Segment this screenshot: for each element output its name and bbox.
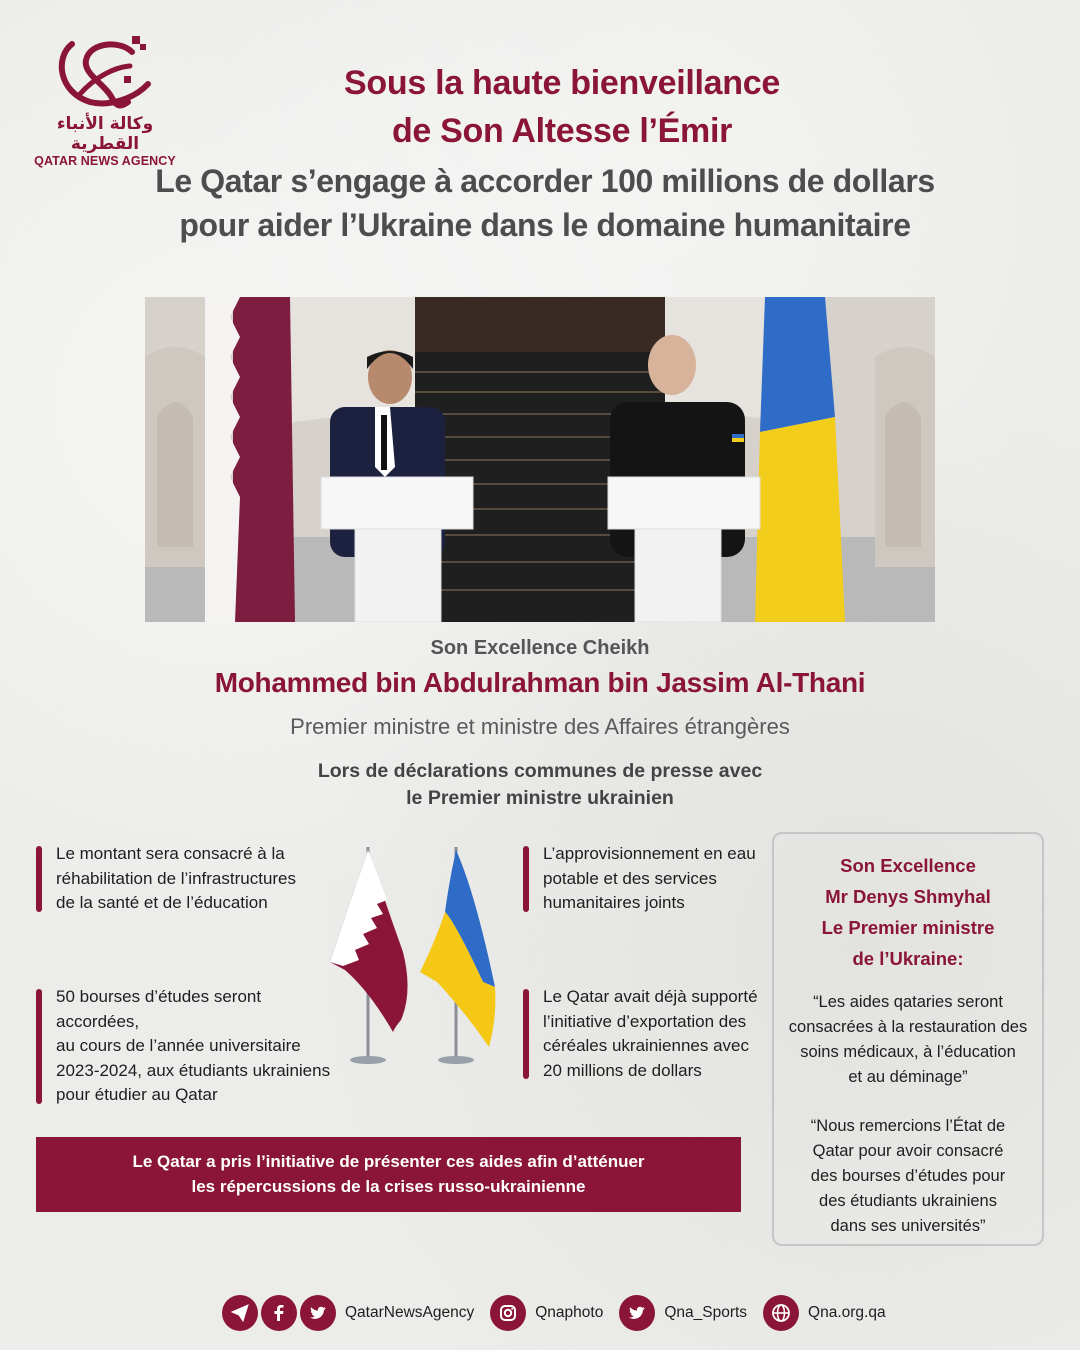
headline-line-2: pour aider l’Ukraine dans le domaine humanitaire	[179, 207, 911, 243]
desk-flags-illustration	[325, 842, 505, 1072]
instagram-icon[interactable]	[490, 1295, 526, 1331]
social-label-qna-sports[interactable]: Qna_Sports	[664, 1304, 748, 1321]
bullet-item: L’approvisionnement en eau potable et des services humanitaires joints	[523, 842, 773, 916]
brand-arabic-name: وكالة الأنباء القطرية	[56, 114, 154, 154]
initiative-banner: Le Qatar a pris l’initiative de présenter ces aides afin d’atténuer les répercussions de la crises russo-ukrainienne	[36, 1137, 741, 1212]
shmyhal-quote-box	[772, 832, 1044, 1246]
qatar-flag-icon	[330, 847, 408, 1064]
bullet-bar	[36, 989, 42, 1104]
speaker-name: Mohammed bin Abdulrahman bin Jassim Al-Thani	[214, 667, 866, 698]
bullet-bar	[523, 989, 529, 1079]
social-label-qatarnewsagency[interactable]: QatarNewsAgency	[345, 1304, 475, 1321]
headline-line-1: Le Qatar s’engage à accorder 100 millions de dollars	[155, 163, 935, 199]
bullet-item: Le montant sera consacré à la réhabilitation de l’infrastructures de la santé et de l’éducation	[36, 842, 326, 916]
facebook-icon[interactable]	[261, 1295, 297, 1331]
telegram-icon[interactable]	[222, 1295, 258, 1331]
bullet-bar	[523, 846, 529, 912]
bullet-item: Le Qatar avait déjà supporté l’initiative d’exportation des céréales ukrainiennes avec 20 millions de dollars	[523, 985, 773, 1083]
social-label-qnaphoto[interactable]: Qnaphoto	[535, 1304, 604, 1321]
context-line-2: le Premier ministre ukrainien	[406, 787, 674, 809]
bullet-bar	[36, 846, 42, 912]
twitter-icon[interactable]	[300, 1295, 336, 1331]
social-footer	[222, 1293, 902, 1333]
context-line-1: Lors de déclarations communes de presse avec	[317, 760, 763, 782]
brand-english-name: QATAR NEWS AGENCY	[34, 154, 176, 168]
quote-2: “Nous remercions l’État de Qatar pour avoir consacré des bourses d’études pour des étudiants ukrainiens dans ses universités”	[810, 1117, 1006, 1235]
title-line-2: de Son Altesse l’Émir	[391, 112, 733, 150]
globe-icon[interactable]	[763, 1295, 799, 1331]
press-conference-photo	[145, 297, 935, 622]
ukraine-flag-icon	[420, 847, 495, 1064]
title-line-1: Sous la haute bienveillance	[344, 64, 780, 102]
bullet-item: 50 bourses d’études seront accordées, au cours de l’année universitaire 2023-2024, aux étudiants ukrainiens pour étudier au Qatar	[36, 985, 336, 1108]
social-label-website[interactable]: Qna.org.qa	[808, 1304, 886, 1321]
quote-1: “Les aides qataries seront consacrées à la restauration des soins médicaux, à l’éducation et au déminage”	[788, 993, 1028, 1086]
speaker-role: Premier ministre et ministre des Affaires étrangères	[290, 714, 790, 739]
twitter-icon[interactable]	[619, 1295, 655, 1331]
quote-heading: Son Excellence Mr Denys Shmyhal Le Premier ministre de l’Ukraine:	[821, 855, 995, 969]
speaker-honorific: Son Excellence Cheikh	[430, 637, 650, 659]
photo-scene	[145, 297, 935, 622]
